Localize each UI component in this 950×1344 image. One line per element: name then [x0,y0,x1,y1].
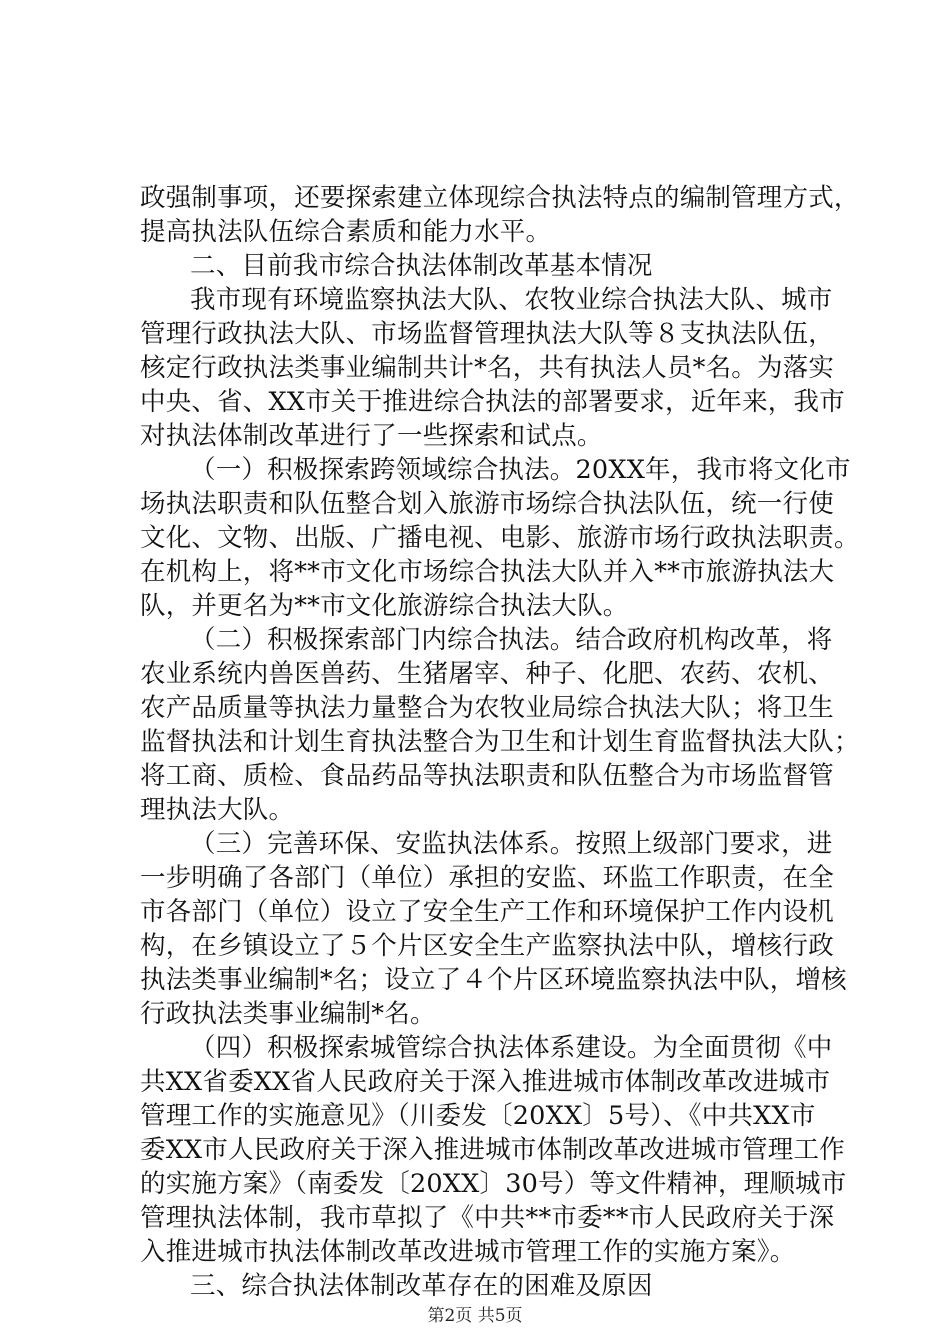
section-heading: 二、目前我市综合执法体制改革基本情况 [190,251,653,281]
text-line: 执法类事业编制*名；设立了４个片区环境监察执法中队，增核 [140,965,847,995]
page-footer: 第2页 共5页 [427,1306,523,1326]
text-line: 在机构上，将**市文化市场综合执法大队并入**市旅游执法大 [140,557,835,587]
text-line: 管理行政执法大队、市场监督管理执法大队等８支执法队伍， [140,319,834,349]
text-line: 入推进城市执法体制改革改进城市管理工作的实施方案》。 [140,1237,796,1267]
text-line: 提高执法队伍综合素质和能力水平。 [140,217,552,247]
text-line: 核定行政执法类事业编制共计*名，共有执法人员*名。为落实 [140,353,835,383]
text-line: 政强制事项，还要探索建立体现综合执法特点的编制管理方式， [140,183,860,213]
text-line: （一）积极探索跨领域综合执法。20XX年，我市将文化市 [190,455,851,485]
text-line: 行政执法类事业编制*名。 [140,999,436,1029]
text-line: 将工商、质检、食品药品等执法职责和队伍整合为市场监督管 [140,761,834,791]
section-heading: 三、综合执法体制改革存在的困难及原因 [190,1271,653,1301]
text-line: 我市现有环境监察执法大队、农牧业综合执法大队、城市 [190,285,833,315]
text-line: 委XX市人民政府关于深入推进城市体制改革改进城市管理工作 [140,1135,845,1165]
text-line: （二）积极探索部门内综合执法。结合政府机构改革，将 [190,625,833,655]
text-line: 市各部门（单位）设立了安全生产工作和环境保护工作内设机 [140,897,834,927]
text-line: （三）完善环保、安监执法体系。按照上级部门要求，进 [190,829,833,859]
text-line: 管理执法体制，我市草拟了《中共**市委**市人民政府关于深 [140,1203,835,1233]
text-line: 文化、文物、出版、广播电视、电影、旅游市场行政执法职责。 [140,523,860,553]
text-line: 农产品质量等执法力量整合为农牧业局综合执法大队；将卫生 [140,693,834,723]
text-line: 队，并更名为**市文化旅游综合执法大队。 [140,591,629,621]
text-line: 理执法大队。 [140,795,295,825]
text-line: （四）积极探索城管综合执法体系建设。为全面贯彻《中 [190,1033,833,1063]
text-line: 对执法体制改革进行了一些探索和试点。 [140,421,603,451]
text-line: 农业系统内兽医兽药、生猪屠宰、种子、化肥、农药、农机、 [140,659,834,689]
text-line: 共XX省委XX省人民政府关于深入推进城市体制改革改进城市 [140,1067,831,1097]
text-line: 管理工作的实施意见》（川委发〔20XX〕5号）、《中共XX市 [140,1101,816,1131]
text-line: 监督执法和计划生育执法整合为卫生和计划生育监督执法大队； [140,727,860,757]
text-line: 中央、省、XX市关于推进综合执法的部署要求，近年来，我市 [140,387,845,417]
text-line: 构，在乡镇设立了５个片区安全生产监察执法中队，增核行政 [140,931,834,961]
text-line: 场执法职责和队伍整合划入旅游市场综合执法队伍，统一行使 [140,489,834,519]
text-line: 的实施方案》（南委发〔20XX〕30号）等文件精神，理顺城市 [140,1169,847,1199]
text-line: 一步明确了各部门（单位）承担的安监、环监工作职责，在全 [140,863,834,893]
